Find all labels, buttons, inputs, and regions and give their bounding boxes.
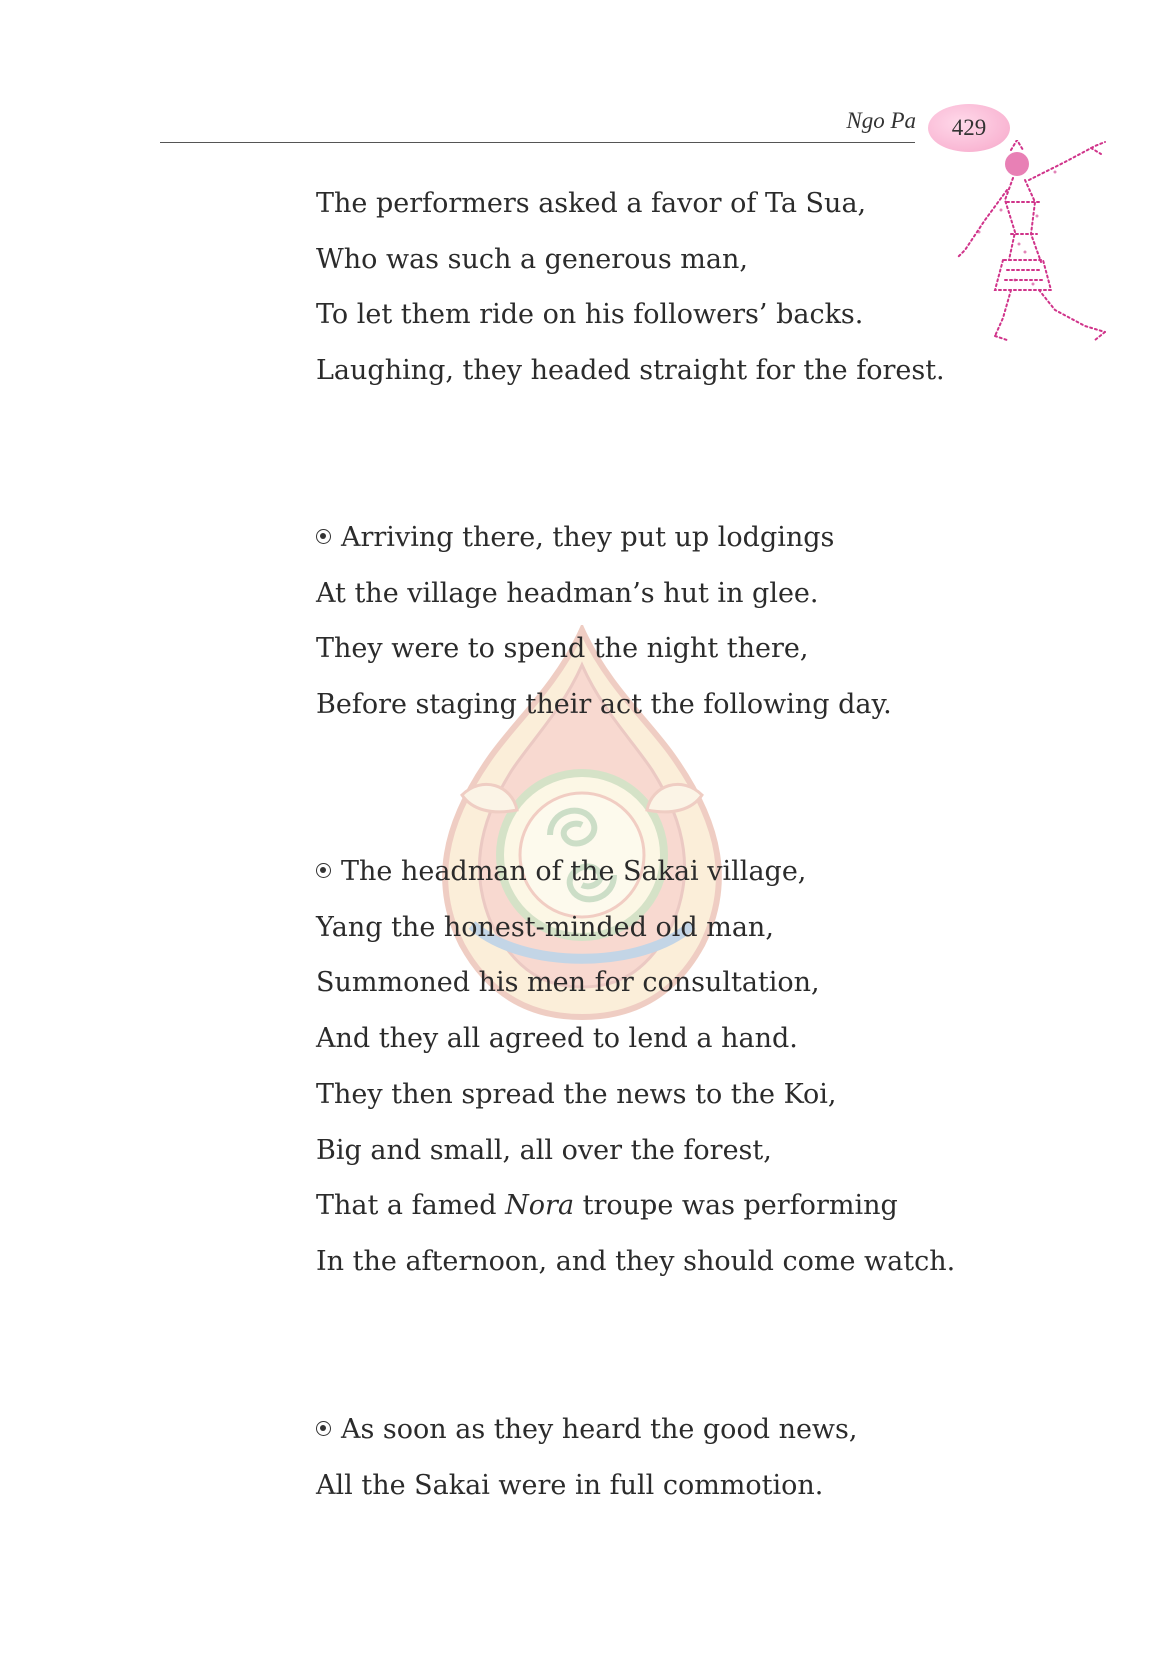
verse-line-text: Arriving there, they put up lodgings	[341, 522, 835, 553]
verse-line-text: That a famed	[316, 1190, 506, 1222]
stanza-2	[316, 510, 892, 733]
verse-line-text: The headman of the Sakai village,	[341, 856, 807, 887]
page-number: 429	[951, 115, 987, 140]
stanza-4	[316, 1402, 857, 1513]
verse-line-first	[316, 1402, 857, 1458]
verse-line: All the Sakai were in full commotion.	[316, 1469, 824, 1501]
verse-line: To let them ride on his followers’ backs.	[316, 299, 864, 331]
verse-line: In the afternoon, and they should come watch.	[316, 1245, 956, 1277]
verse-line: And they all agreed to lend a hand.	[316, 1023, 798, 1055]
verse-line-text: troupe was performing	[574, 1190, 898, 1222]
verse-line: Who was such a generous man,	[316, 243, 748, 275]
italic-term: Nora	[505, 1190, 575, 1222]
bullet-icon	[316, 1421, 331, 1436]
stanza-3	[316, 844, 955, 1290]
verse-line-first	[316, 510, 892, 566]
stanza-1	[316, 176, 945, 399]
verse-line-mixed	[316, 1178, 955, 1234]
nora-dancer-icon	[955, 140, 1125, 350]
verse-line: The performers asked a favor of Ta Sua,	[316, 188, 867, 219]
verse-line: They then spread the news to the Koi,	[316, 1078, 837, 1110]
verse-line-first	[316, 844, 955, 900]
verse-line: At the village headman’s hut in glee.	[316, 577, 819, 609]
verse-line: Before staging their act the following day.	[316, 689, 892, 721]
verse-line: Yang the honest-minded old man,	[316, 911, 774, 943]
header-rule	[160, 142, 915, 143]
bullet-icon	[316, 863, 331, 878]
verse-line: They were to spend the night there,	[316, 633, 809, 665]
running-title: Ngo Pa	[846, 108, 916, 133]
verse-line: Summoned his men for consultation,	[316, 967, 820, 999]
verse-line: Laughing, they headed straight for the forest.	[316, 355, 945, 387]
bullet-icon	[316, 529, 331, 544]
verse-line-text: As soon as they heard the good news,	[341, 1414, 858, 1445]
verse-line: Big and small, all over the forest,	[316, 1134, 772, 1166]
